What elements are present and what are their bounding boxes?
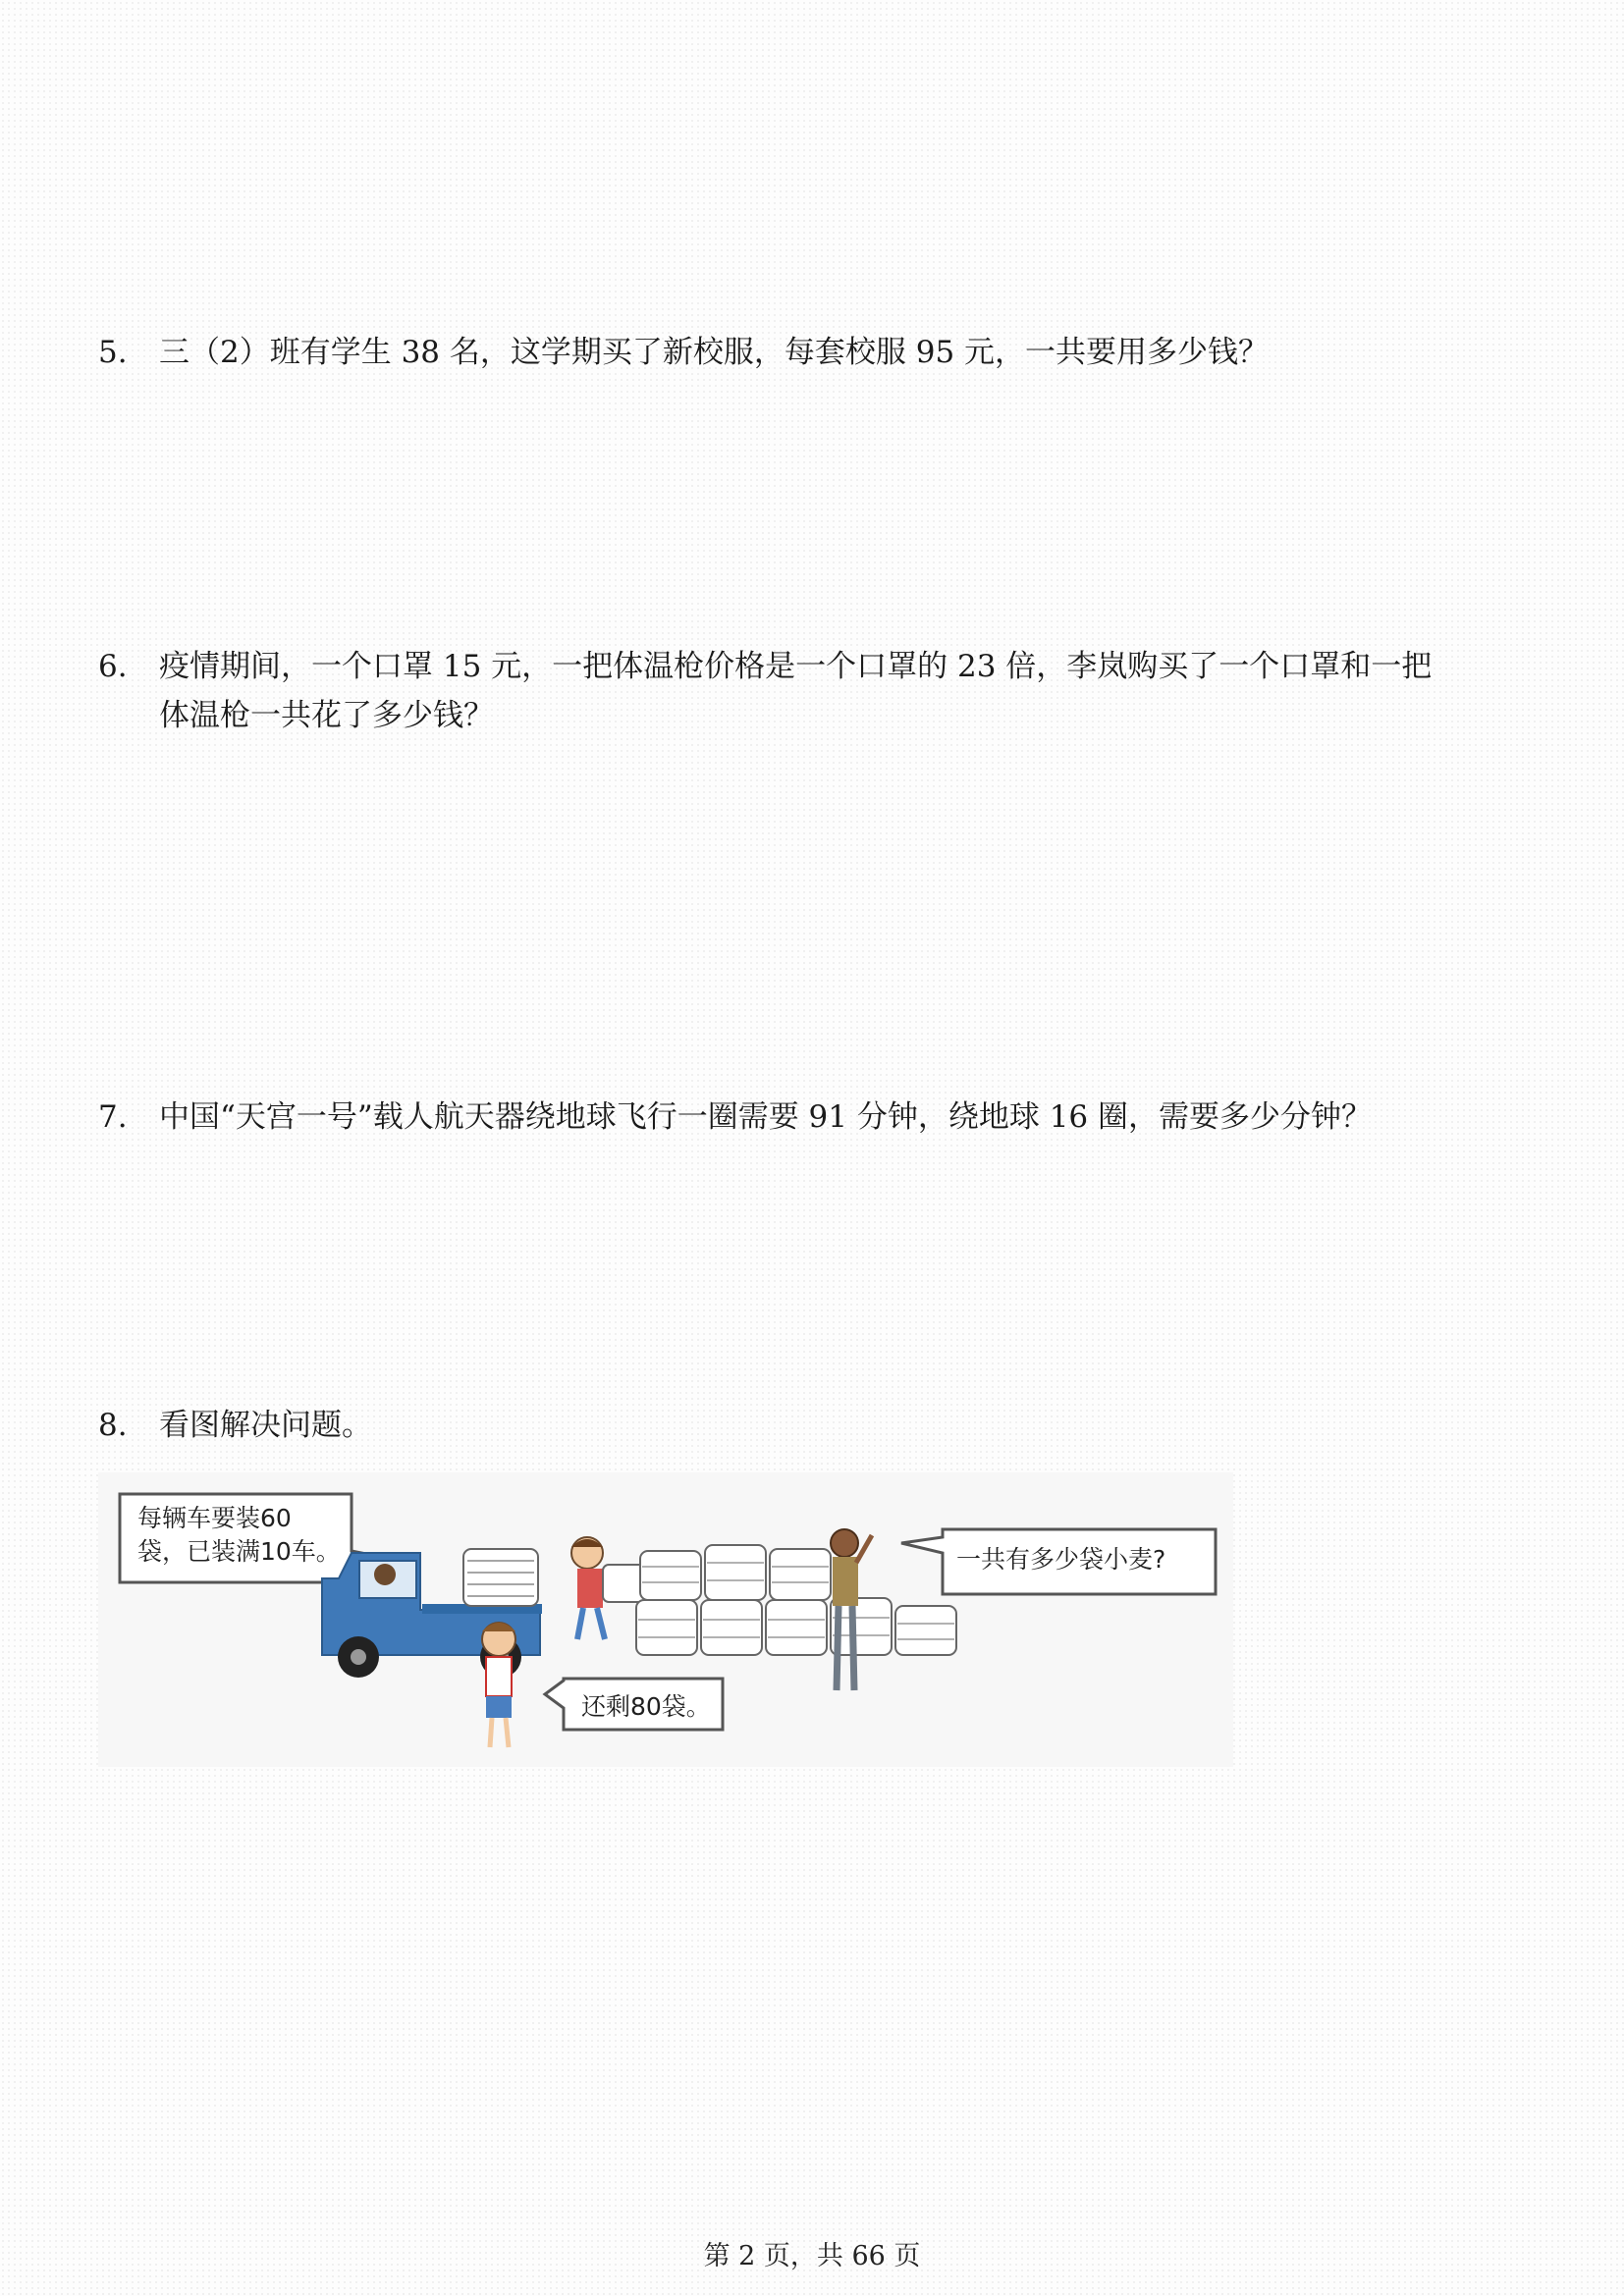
question-number: 8. [98, 1408, 128, 1443]
worker-carrying-bag-icon [571, 1537, 646, 1639]
question-number: 7. [98, 1099, 128, 1135]
boy-icon [482, 1623, 515, 1747]
question-text: 三（2）班有学生 38 名，这学期买了新校服，每套校服 95 元，一共要用多少钱？ [159, 335, 1270, 370]
truck-bags-icon [463, 1549, 538, 1606]
question-8 [98, 1401, 1532, 1450]
remaining-bubble-text: 还剩80袋。 [581, 1692, 711, 1721]
question-text: 中国“天宫一号”载人航天器绕地球飞行一圈需要 91 分钟，绕地球 16 圈，需要多少分钟？ [159, 1099, 1373, 1135]
wheat-bag-pile-icon [636, 1545, 956, 1655]
question-number: 5. [98, 335, 128, 370]
question-text-line-2: 体温枪一共花了多少钱？ [159, 698, 494, 733]
question-text: 看图解决问题。 [159, 1408, 372, 1443]
question-5 [98, 328, 1532, 377]
question-7 [98, 1093, 1532, 1142]
wheat-bags-illustration [98, 1472, 1233, 1767]
truck-bubble-line-1: 每辆车要装60 [137, 1504, 292, 1532]
question-bubble-text: 一共有多少袋小麦? [956, 1545, 1166, 1574]
question-6 [98, 642, 1532, 740]
truck-bubble-line-2: 袋，已装满10车。 [137, 1537, 341, 1566]
question-number: 6. [98, 649, 128, 684]
truck-bubble-text [137, 1502, 341, 1569]
question-text-line-1: 疫情期间，一个口罩 15 元，一把体温枪价格是一个口罩的 23 倍，李岚购买了一个口罩和一把 [159, 649, 1433, 684]
page-footer: 第 2 页，共 66 页 [703, 2241, 921, 2271]
